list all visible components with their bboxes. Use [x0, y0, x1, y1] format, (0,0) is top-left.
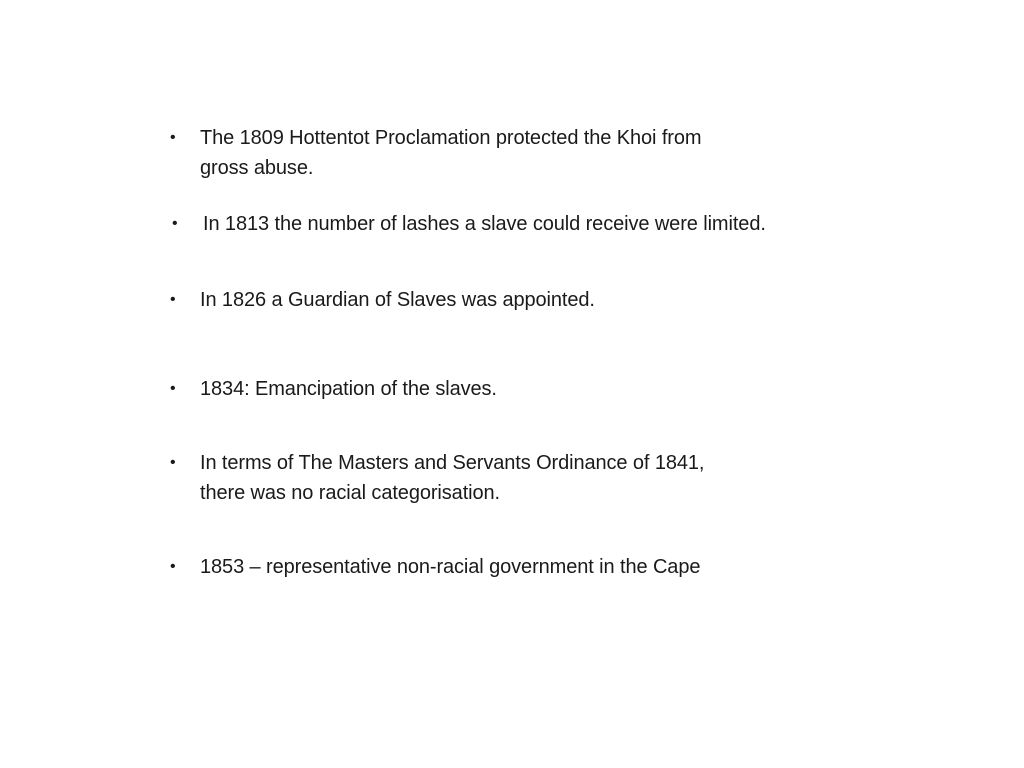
bullet-text-line: In 1813 the number of lashes a slave could receive were limited.: [203, 213, 766, 235]
bullet-item-1834: [170, 374, 497, 404]
bullet-text-line: gross abuse.: [200, 157, 314, 179]
bullet-dot-icon: •: [172, 215, 178, 232]
bullet-text-line: 1853 – representative non-racial government in the Cape: [200, 556, 701, 578]
bullet-item-1853: [170, 552, 701, 582]
bullet-dot-icon: •: [170, 380, 176, 397]
bullet-text-line: In terms of The Masters and Servants Ordinance of 1841,: [200, 452, 705, 474]
bullet-item-1813: [172, 209, 766, 239]
bullet-dot-icon: •: [170, 454, 176, 471]
bullet-item-1809: [170, 123, 702, 183]
bullet-item-1826: [170, 285, 595, 315]
bullet-dot-icon: •: [170, 291, 176, 308]
bullet-dot-icon: •: [170, 129, 176, 146]
bullet-item-1841: [170, 448, 705, 508]
bullet-text-line: In 1826 a Guardian of Slaves was appointed.: [200, 289, 595, 311]
bullet-text-line: 1834: Emancipation of the slaves.: [200, 378, 497, 400]
bullet-text-line: The 1809 Hottentot Proclamation protected the Khoi from: [200, 127, 702, 149]
bullet-text-line: there was no racial categorisation.: [200, 482, 500, 504]
bullet-dot-icon: •: [170, 558, 176, 575]
